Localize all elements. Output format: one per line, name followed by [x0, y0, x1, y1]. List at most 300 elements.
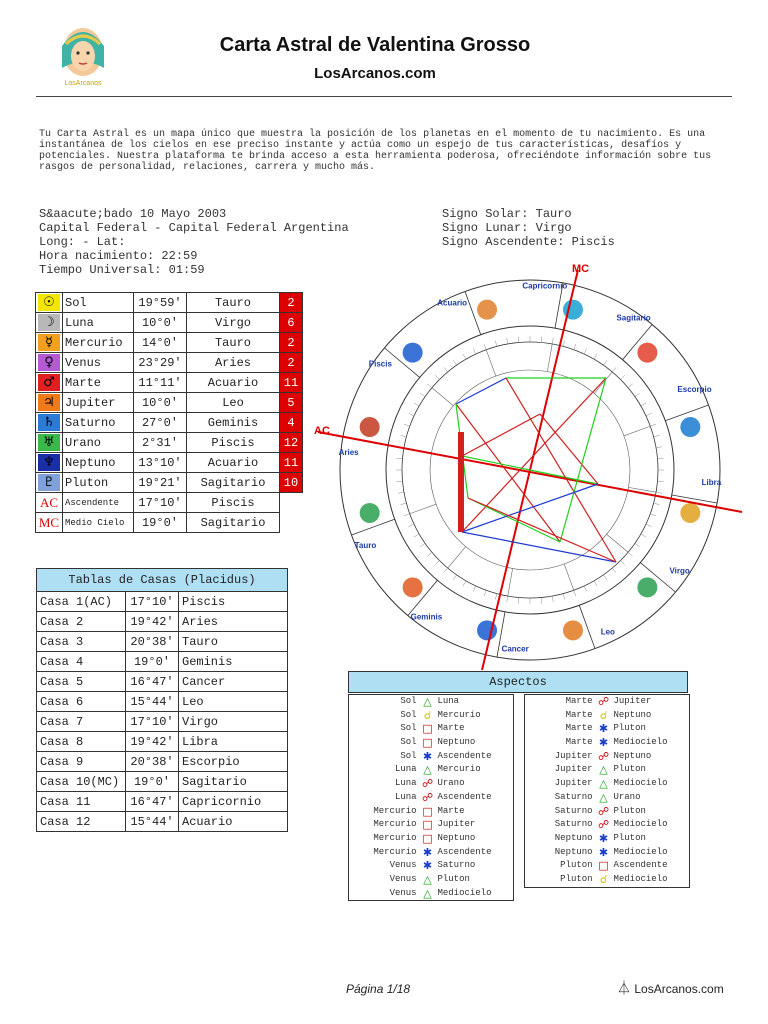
- page-subtitle: LosArcanos.com: [314, 65, 436, 82]
- planet-sign: Virgo: [187, 313, 280, 333]
- aspect-planet-b: Pluton: [437, 873, 470, 884]
- svg-text:LosArcanos: LosArcanos: [64, 80, 102, 87]
- aspect-row: [525, 791, 689, 805]
- aspect-row: [525, 859, 689, 873]
- angle-label-icon: AC: [39, 494, 59, 510]
- zodiac-sign-label: Libra: [701, 477, 722, 487]
- aspect-symbol-icon: ☌: [599, 708, 608, 722]
- aspect-row: [349, 832, 513, 846]
- angle-row: [36, 513, 303, 533]
- house-degree: 20°38': [126, 752, 179, 772]
- empty-cell: [280, 513, 303, 533]
- planet-house: 6: [280, 313, 303, 333]
- planet-sign: Piscis: [187, 433, 280, 453]
- house-name: Casa 3: [37, 632, 126, 652]
- house-sign: Piscis: [179, 592, 288, 612]
- house-sign: Aries: [179, 612, 288, 632]
- house-row: [37, 592, 288, 612]
- aspect-row: [349, 777, 513, 791]
- aspect-symbol-icon: △: [423, 763, 432, 777]
- page-title: Carta Astral de Valentina Grosso: [219, 34, 531, 56]
- aspect-symbol-icon: □: [422, 736, 433, 750]
- planet-glyph-icon: ♀: [38, 354, 60, 371]
- planet-icon-cell: [36, 413, 63, 433]
- planet-row: [36, 413, 303, 433]
- aspect-symbol-icon: □: [422, 722, 433, 736]
- planet-house: 11: [280, 453, 303, 473]
- aspect-planet-a: Luna: [394, 791, 417, 802]
- planet-glyph-icon: ♄: [38, 414, 60, 431]
- aspect-planet-b: Jupiter: [613, 696, 652, 706]
- house-degree: 17°10': [126, 592, 179, 612]
- planet-icon-cell: [36, 373, 63, 393]
- birth-longlat: Long: - Lat:: [39, 235, 126, 249]
- aspect-planet-b: Mediocielo: [613, 778, 668, 789]
- aspect-planet-a: Marte: [565, 737, 593, 748]
- birth-info: [39, 207, 349, 277]
- house-name: Casa 11: [37, 792, 126, 812]
- planet-degree: 11°11': [134, 373, 187, 393]
- footer-brand: [617, 978, 724, 998]
- house-row: [37, 672, 288, 692]
- house-degree: 20°38': [126, 632, 179, 652]
- zodiac-sign-label: Acuario: [437, 298, 468, 308]
- aspect-row: [349, 709, 513, 723]
- house-sign: Virgo: [179, 712, 288, 732]
- planet-glyph-icon: ☉: [38, 294, 60, 311]
- aspect-symbol-icon: ☌: [599, 872, 608, 886]
- house-sign: Libra: [179, 732, 288, 752]
- angle-row: [36, 493, 303, 513]
- aspect-planet-a: Venus: [389, 860, 417, 871]
- aspect-row: [525, 832, 689, 846]
- aspect-planet-a: Mercurio: [373, 805, 417, 816]
- aspect-row: [525, 818, 689, 832]
- aspect-row: [349, 750, 513, 764]
- planet-row: [36, 393, 303, 413]
- houses-table: [36, 568, 288, 832]
- birth-hora: Hora nacimiento: 22:59: [39, 249, 198, 263]
- planet-degree: 19°21': [134, 473, 187, 493]
- aspect-planet-a: Marte: [565, 696, 593, 706]
- planet-degree: 10°0': [134, 313, 187, 333]
- zodiac-sign-icon: [403, 343, 423, 363]
- aspect-row: [525, 722, 689, 736]
- aspects-left-column: [348, 694, 514, 901]
- house-sign: Escorpio: [179, 752, 288, 772]
- aspect-planet-a: Mercurio: [373, 846, 417, 857]
- aspect-planet-b: Luna: [437, 696, 460, 706]
- aspect-row: [349, 805, 513, 819]
- aspect-symbol-icon: ✱: [422, 749, 433, 763]
- aspect-planet-a: Saturno: [554, 819, 593, 830]
- aspect-planet-b: Ascendente: [437, 846, 492, 857]
- sign-lunar: Signo Lunar: Virgo: [442, 221, 572, 235]
- astral-chart-wheel: [310, 262, 750, 682]
- aspect-row: [525, 750, 689, 764]
- house-sign: Sagitario: [179, 772, 288, 792]
- house-row: [37, 732, 288, 752]
- planet-row: [36, 333, 303, 353]
- aspect-planet-b: Mercurio: [437, 709, 481, 720]
- house-row: [37, 712, 288, 732]
- aspect-symbol-icon: △: [599, 790, 608, 804]
- planet-degree: 19°59': [134, 293, 187, 313]
- planet-degree: 27°0': [134, 413, 187, 433]
- angle-degree: 19°0': [134, 513, 187, 533]
- zodiac-sign-icon: [637, 343, 657, 363]
- aspect-symbol-icon: △: [599, 777, 608, 791]
- house-row: [37, 752, 288, 772]
- aspect-row: [349, 736, 513, 750]
- angle-sign: Piscis: [187, 493, 280, 513]
- zodiac-sign-icon: [360, 417, 380, 437]
- house-name: Casa 7: [37, 712, 126, 732]
- planet-glyph-icon: ☽: [38, 314, 60, 331]
- planet-glyph-icon: ♇: [38, 474, 60, 491]
- aspect-row: [525, 777, 689, 791]
- site-logo: [48, 22, 118, 92]
- aspect-row: [525, 763, 689, 777]
- house-row: [37, 652, 288, 672]
- aspects-right-column: [524, 694, 690, 888]
- aspect-planet-b: Urano: [437, 778, 465, 789]
- planet-degree: 23°29': [134, 353, 187, 373]
- aspect-symbol-icon: ☍: [597, 804, 610, 818]
- aspect-symbol-icon: □: [422, 831, 433, 845]
- zodiac-sign-label: Cancer: [501, 644, 529, 654]
- intro-paragraph: Tu Carta Astral es un mapa único que muestra la posición de los planetas en el momento de tu nacimiento. Es una instantánea de los cielos en ese preciso instante y actúa como un espejo de tus características, desafíos y potenciales. Nuestra plataforma te brinda acceso a esta herramienta poderosa, ofreciéndote información sobre tus rasgos de personalidad, relaciones, carrera y mucho más.: [39, 129, 712, 173]
- angle-sign: Sagitario: [187, 513, 280, 533]
- planet-house: 11: [280, 373, 303, 393]
- house-degree: 16°47': [126, 792, 179, 812]
- planet-icon-cell: [36, 393, 63, 413]
- aspect-planet-a: Marte: [565, 709, 593, 720]
- aspect-row: [349, 695, 513, 709]
- aspect-planet-b: Mediocielo: [613, 819, 668, 830]
- planet-glyph-icon: ♂: [38, 374, 60, 391]
- planet-row: [36, 313, 303, 333]
- footer-brand-text: LosArcanos.com: [634, 982, 724, 996]
- aspect-planet-a: Saturno: [554, 791, 593, 802]
- aspect-row: [525, 695, 689, 709]
- house-degree: 19°42': [126, 612, 179, 632]
- planet-sign: Tauro: [187, 333, 280, 353]
- house-name: Casa 9: [37, 752, 126, 772]
- aspect-row: [349, 818, 513, 832]
- sign-ascendente: Signo Ascendente: Piscis: [442, 235, 615, 249]
- conjunction-marker: [458, 432, 464, 532]
- planet-name: Jupiter: [63, 393, 134, 413]
- house-sign: Leo: [179, 692, 288, 712]
- planet-name: Mercurio: [63, 333, 134, 353]
- planet-name: Venus: [63, 353, 134, 373]
- aspect-planet-b: Neptuno: [613, 709, 652, 720]
- house-degree: 19°0': [126, 652, 179, 672]
- aspect-planet-b: Neptuno: [437, 737, 476, 748]
- zodiac-sign-label: Aries: [338, 448, 359, 458]
- aspect-symbol-icon: □: [422, 804, 433, 818]
- planet-name: Saturno: [63, 413, 134, 433]
- aspect-symbol-icon: ✱: [422, 859, 433, 873]
- planet-sign: Acuario: [187, 373, 280, 393]
- aspect-planet-a: Mercurio: [373, 832, 417, 843]
- planet-degree: 2°31': [134, 433, 187, 453]
- house-sign: Capricornio: [179, 792, 288, 812]
- aspect-planet-b: Pluton: [613, 723, 646, 734]
- planet-icon-cell: [36, 333, 63, 353]
- planet-row: [36, 353, 303, 373]
- house-degree: 19°42': [126, 732, 179, 752]
- planet-glyph-icon: ♆: [38, 454, 60, 471]
- planet-glyph-icon: ☿: [38, 334, 60, 351]
- planet-sign: Sagitario: [187, 473, 280, 493]
- house-row: [37, 812, 288, 832]
- house-name: Casa 12: [37, 812, 126, 832]
- planet-row: [36, 453, 303, 473]
- aspect-row: [525, 736, 689, 750]
- aspect-symbol-icon: ☍: [421, 777, 434, 791]
- aspect-row: [349, 859, 513, 873]
- planet-icon-cell: [36, 293, 63, 313]
- planet-row: [36, 293, 303, 313]
- planet-icon-cell: [36, 473, 63, 493]
- planet-name: Pluton: [63, 473, 134, 493]
- aspect-planet-b: Mediocielo: [613, 737, 668, 748]
- zodiac-sign-icon: [563, 620, 583, 640]
- aspect-planet-b: Neptuno: [437, 832, 476, 843]
- planet-row: [36, 473, 303, 493]
- planet-name: Urano: [63, 433, 134, 453]
- empty-cell: [280, 493, 303, 513]
- angle-name: Ascendente: [63, 493, 134, 513]
- aspect-row: [349, 763, 513, 777]
- planet-house: 2: [280, 333, 303, 353]
- aspect-symbol-icon: □: [422, 818, 433, 832]
- planet-icon-cell: [36, 353, 63, 373]
- aspect-symbol-icon: ☍: [597, 749, 610, 763]
- house-degree: 16°47': [126, 672, 179, 692]
- aspect-symbol-icon: △: [423, 886, 432, 900]
- aspect-row: [349, 873, 513, 887]
- house-sign: Geminis: [179, 652, 288, 672]
- planet-name: Sol: [63, 293, 134, 313]
- planet-icon-cell: [36, 433, 63, 453]
- house-row: [37, 612, 288, 632]
- houses-table-header: Tablas de Casas (Placidus): [37, 569, 288, 592]
- planet-degree: 14°0': [134, 333, 187, 353]
- planet-row: [36, 373, 303, 393]
- zodiac-sign-label: Sagitario: [616, 313, 651, 323]
- zodiac-sign-icon: [680, 503, 700, 523]
- aspect-row: [525, 805, 689, 819]
- aspect-symbol-icon: ☍: [597, 695, 610, 708]
- aspect-planet-b: Pluton: [613, 832, 646, 843]
- planet-name: Neptuno: [63, 453, 134, 473]
- house-row: [37, 632, 288, 652]
- aspect-row: [525, 873, 689, 887]
- zodiac-sign-label: Capricornio: [522, 281, 568, 291]
- aspect-symbol-icon: △: [423, 872, 432, 886]
- aspect-planet-b: Ascendente: [437, 750, 492, 761]
- aspect-planet-a: Neptuno: [554, 846, 593, 857]
- planet-sign: Acuario: [187, 453, 280, 473]
- aspect-planet-a: Jupiter: [554, 778, 593, 789]
- aspect-row: [349, 722, 513, 736]
- house-name: Casa 6: [37, 692, 126, 712]
- aspect-planet-a: Sol: [400, 737, 417, 748]
- eye-pyramid-icon: ⏃: [617, 981, 631, 997]
- aspect-planet-a: Venus: [389, 873, 417, 884]
- aspect-symbol-icon: ✱: [598, 736, 609, 750]
- aspect-symbol-icon: ✱: [598, 722, 609, 736]
- planet-sign: Leo: [187, 393, 280, 413]
- angle-degree: 17°10': [134, 493, 187, 513]
- aspect-planet-b: Marte: [437, 723, 465, 734]
- zodiac-sign-label: Virgo: [669, 566, 690, 576]
- aspect-planet-a: Pluton: [560, 860, 593, 871]
- planet-name: Luna: [63, 313, 134, 333]
- house-sign: Tauro: [179, 632, 288, 652]
- aspect-planet-b: Marte: [437, 805, 465, 816]
- planet-house: 2: [280, 353, 303, 373]
- angle-label-icon: MC: [38, 514, 60, 530]
- house-degree: 15°44': [126, 812, 179, 832]
- angle-icon-cell: [36, 493, 63, 513]
- aspect-row: [525, 846, 689, 860]
- house-sign: Cancer: [179, 672, 288, 692]
- aspect-planet-b: Pluton: [613, 805, 646, 816]
- aspect-row: [525, 709, 689, 723]
- birth-date: S&aacute;bado 10 Mayo 2003: [39, 207, 227, 221]
- header-divider: [36, 96, 732, 97]
- planet-name: Marte: [63, 373, 134, 393]
- house-degree: 15°44': [126, 692, 179, 712]
- zodiac-sign-label: Leo: [600, 627, 615, 637]
- zodiac-sign-label: Escorpio: [677, 385, 712, 395]
- ac-label: AC: [314, 425, 330, 437]
- house-degree: 17°10': [126, 712, 179, 732]
- aspect-symbol-icon: □: [598, 859, 609, 873]
- aspect-planet-a: Sol: [400, 723, 417, 734]
- aspect-planet-b: Jupiter: [437, 819, 476, 830]
- aspect-planet-b: Urano: [613, 791, 641, 802]
- aspect-symbol-icon: △: [599, 763, 608, 777]
- zodiac-sign-icon: [360, 503, 380, 523]
- zodiac-sign-icon: [680, 417, 700, 437]
- aspect-symbol-icon: △: [423, 695, 432, 708]
- planet-degree: 10°0': [134, 393, 187, 413]
- aspect-planet-b: Mercurio: [437, 764, 481, 775]
- house-name: Casa 2: [37, 612, 126, 632]
- aspect-symbol-icon: ✱: [598, 831, 609, 845]
- aspect-planet-b: Mediocielo: [437, 887, 492, 898]
- aspect-planet-b: Ascendente: [437, 791, 492, 802]
- mc-label: MC: [572, 263, 590, 275]
- aspect-planet-b: Saturno: [437, 860, 476, 871]
- aspect-symbol-icon: ✱: [598, 845, 609, 859]
- planet-glyph-icon: ♅: [38, 434, 60, 451]
- page-number: Página 1/18: [346, 982, 411, 996]
- house-name: Casa 1(AC): [37, 592, 126, 612]
- planet-glyph-icon: ♃: [38, 394, 60, 411]
- house-name: Casa 10(MC): [37, 772, 126, 792]
- aspect-row: [349, 791, 513, 805]
- aspect-planet-a: Venus: [389, 887, 417, 898]
- aspects-header: Aspectos: [348, 671, 688, 693]
- aspect-planet-a: Mercurio: [373, 819, 417, 830]
- house-row: [37, 772, 288, 792]
- house-name: Casa 5: [37, 672, 126, 692]
- aspect-symbol-icon: ☌: [423, 708, 432, 722]
- house-name: Casa 8: [37, 732, 126, 752]
- house-sign: Acuario: [179, 812, 288, 832]
- zodiac-sign-label: Piscis: [368, 359, 392, 369]
- zodiac-sign-label: Tauro: [354, 540, 377, 550]
- house-name: Casa 4: [37, 652, 126, 672]
- sign-solar: Signo Solar: Tauro: [442, 207, 572, 221]
- angle-icon-cell: [36, 513, 63, 533]
- planet-icon-cell: [36, 453, 63, 473]
- planet-house: 4: [280, 413, 303, 433]
- aspect-planet-a: Sol: [400, 750, 417, 761]
- planet-sign: Geminis: [187, 413, 280, 433]
- sign-summary: [442, 207, 615, 249]
- planet-sign: Aries: [187, 353, 280, 373]
- aspect-planet-b: Ascendente: [613, 860, 668, 871]
- aspect-planet-b: Neptuno: [613, 750, 652, 761]
- aspect-planet-a: Marte: [565, 723, 593, 734]
- planet-house: 2: [280, 293, 303, 313]
- aspect-planet-b: Mediocielo: [613, 846, 668, 857]
- aspect-planet-a: Sol: [400, 696, 417, 706]
- planet-sign: Tauro: [187, 293, 280, 313]
- angle-name: Medio Cielo: [63, 513, 134, 533]
- aspect-planet-a: Luna: [394, 764, 417, 775]
- aspect-planet-a: Luna: [394, 778, 417, 789]
- aspect-planet-a: Sol: [400, 709, 417, 720]
- planet-row: [36, 433, 303, 453]
- zodiac-sign-icon: [403, 577, 423, 597]
- house-row: [37, 792, 288, 812]
- aspect-planet-a: Jupiter: [554, 764, 593, 775]
- aspect-planet-b: Mediocielo: [613, 873, 668, 884]
- planet-house: 10: [280, 473, 303, 493]
- aspect-planet-a: Pluton: [560, 873, 593, 884]
- aspect-symbol-icon: ☍: [421, 790, 434, 804]
- planet-icon-cell: [36, 313, 63, 333]
- aspect-symbol-icon: ✱: [422, 845, 433, 859]
- aspect-planet-a: Neptuno: [554, 832, 593, 843]
- planets-table: [35, 292, 303, 533]
- planet-house: 12: [280, 433, 303, 453]
- aspect-symbol-icon: ☍: [597, 818, 610, 832]
- planet-degree: 13°10': [134, 453, 187, 473]
- aspect-planet-a: Jupiter: [554, 750, 593, 761]
- house-degree: 19°0': [126, 772, 179, 792]
- zodiac-sign-icon: [637, 577, 657, 597]
- planet-house: 5: [280, 393, 303, 413]
- birth-utc: Tiempo Universal: 01:59: [39, 263, 205, 277]
- house-row: [37, 692, 288, 712]
- aspect-planet-a: Saturno: [554, 805, 593, 816]
- aspect-row: [349, 887, 513, 901]
- zodiac-sign-label: Geminis: [410, 612, 443, 622]
- birth-place: Capital Federal - Capital Federal Argentina: [39, 221, 349, 235]
- aspect-row: [349, 846, 513, 860]
- zodiac-sign-icon: [477, 300, 497, 320]
- aspects-table: [348, 671, 688, 900]
